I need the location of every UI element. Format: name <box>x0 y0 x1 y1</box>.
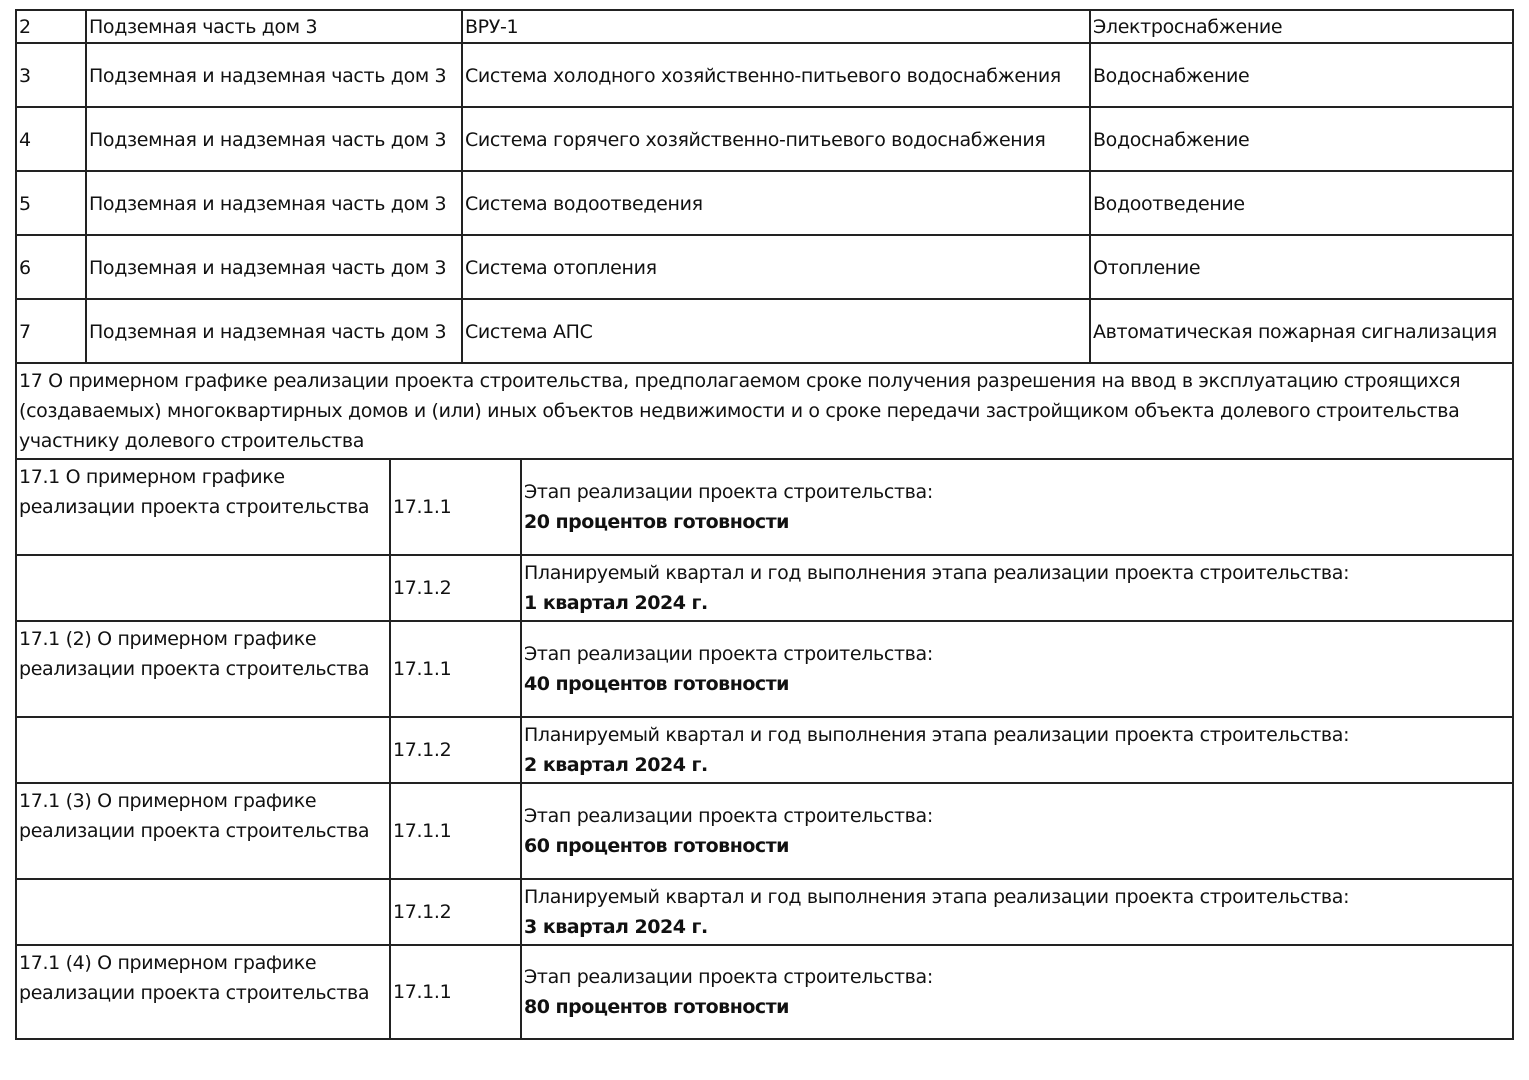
group-title: 17.1 (2) О примерном графике реализации проекта строительства <box>16 621 390 717</box>
item-content <box>521 459 1513 555</box>
table-row <box>16 555 1513 621</box>
stage-value: 40 процентов готовности <box>524 673 789 695</box>
empty-cell <box>16 555 390 621</box>
building-part: Подземная и надземная часть дом 3 <box>86 43 462 107</box>
row-number: 3 <box>16 43 86 107</box>
system-type: Водоснабжение <box>1090 43 1513 107</box>
stage-label: Этап реализации проекта строительства: <box>524 966 933 988</box>
item-code: 17.1.1 <box>390 459 521 555</box>
item-content <box>521 879 1513 945</box>
system-name: Система холодного хозяйственно-питьевого водоснабжения <box>462 43 1090 107</box>
system-type: Автоматическая пожарная сигнализация <box>1090 299 1513 363</box>
stage-label: Этап реализации проекта строительства: <box>524 643 933 665</box>
stage-label: Этап реализации проекта строительства: <box>524 481 933 503</box>
table-row <box>16 10 1513 43</box>
row-number: 4 <box>16 107 86 171</box>
building-part: Подземная и надземная часть дом 3 <box>86 299 462 363</box>
table-row <box>16 299 1513 363</box>
table-row <box>16 459 1513 555</box>
row-number: 7 <box>16 299 86 363</box>
quarter-value: 1 квартал 2024 г. <box>524 592 708 614</box>
item-code: 17.1.1 <box>390 945 521 1039</box>
row-number: 5 <box>16 171 86 235</box>
stage-value: 20 процентов готовности <box>524 511 789 533</box>
building-part: Подземная часть дом 3 <box>86 10 462 43</box>
system-name: Система водоотведения <box>462 171 1090 235</box>
empty-cell <box>16 717 390 783</box>
item-content <box>521 945 1513 1039</box>
item-content <box>521 783 1513 879</box>
document-page <box>15 9 1512 1040</box>
building-part: Подземная и надземная часть дом 3 <box>86 235 462 299</box>
system-type: Электроснабжение <box>1090 10 1513 43</box>
item-content <box>521 621 1513 717</box>
group-title: 17.1 О примерном графике реализации проекта строительства <box>16 459 390 555</box>
quarter-label: Планируемый квартал и год выполнения этапа реализации проекта строительства: <box>524 724 1350 746</box>
table-row <box>16 717 1513 783</box>
item-code: 17.1.2 <box>390 717 521 783</box>
building-part: Подземная и надземная часть дом 3 <box>86 107 462 171</box>
table-row <box>16 783 1513 879</box>
empty-cell <box>16 879 390 945</box>
engineering-systems-table <box>15 9 1514 364</box>
stage-value: 60 процентов готовности <box>524 835 789 857</box>
table-row <box>16 945 1513 1039</box>
quarter-value: 3 квартал 2024 г. <box>524 916 708 938</box>
building-part: Подземная и надземная часть дом 3 <box>86 171 462 235</box>
section-heading-row <box>16 363 1513 459</box>
stage-value: 80 процентов готовности <box>524 996 789 1018</box>
system-type: Водоотведение <box>1090 171 1513 235</box>
quarter-value: 2 квартал 2024 г. <box>524 754 708 776</box>
system-name: Система горячего хозяйственно-питьевого водоснабжения <box>462 107 1090 171</box>
section-17-heading: 17 О примерном графике реализации проекта строительства, предполагаемом сроке получения разрешения на ввод в эксплуатацию строящихся (создаваемых) многоквартирных домов и (или) иных объектов недвижимости и о сроке передачи застройщиком объекта долевого строительства участнику долевого строительства <box>16 363 1513 459</box>
item-content <box>521 555 1513 621</box>
table-row <box>16 879 1513 945</box>
table-row <box>16 621 1513 717</box>
table-row <box>16 235 1513 299</box>
stage-label: Этап реализации проекта строительства: <box>524 805 933 827</box>
item-code: 17.1.2 <box>390 879 521 945</box>
item-code: 17.1.1 <box>390 783 521 879</box>
table-row <box>16 43 1513 107</box>
quarter-label: Планируемый квартал и год выполнения этапа реализации проекта строительства: <box>524 562 1350 584</box>
group-title: 17.1 (3) О примерном графике реализации проекта строительства <box>16 783 390 879</box>
item-code: 17.1.2 <box>390 555 521 621</box>
group-title: 17.1 (4) О примерном графике реализации проекта строительства <box>16 945 390 1039</box>
row-number: 6 <box>16 235 86 299</box>
system-name: Система отопления <box>462 235 1090 299</box>
system-type: Водоснабжение <box>1090 107 1513 171</box>
system-name: ВРУ-1 <box>462 10 1090 43</box>
quarter-label: Планируемый квартал и год выполнения этапа реализации проекта строительства: <box>524 886 1350 908</box>
item-content <box>521 717 1513 783</box>
table-row <box>16 107 1513 171</box>
system-name: Система АПС <box>462 299 1090 363</box>
system-type: Отопление <box>1090 235 1513 299</box>
table-row <box>16 171 1513 235</box>
item-code: 17.1.1 <box>390 621 521 717</box>
row-number: 2 <box>16 10 86 43</box>
schedule-table <box>15 362 1514 1040</box>
